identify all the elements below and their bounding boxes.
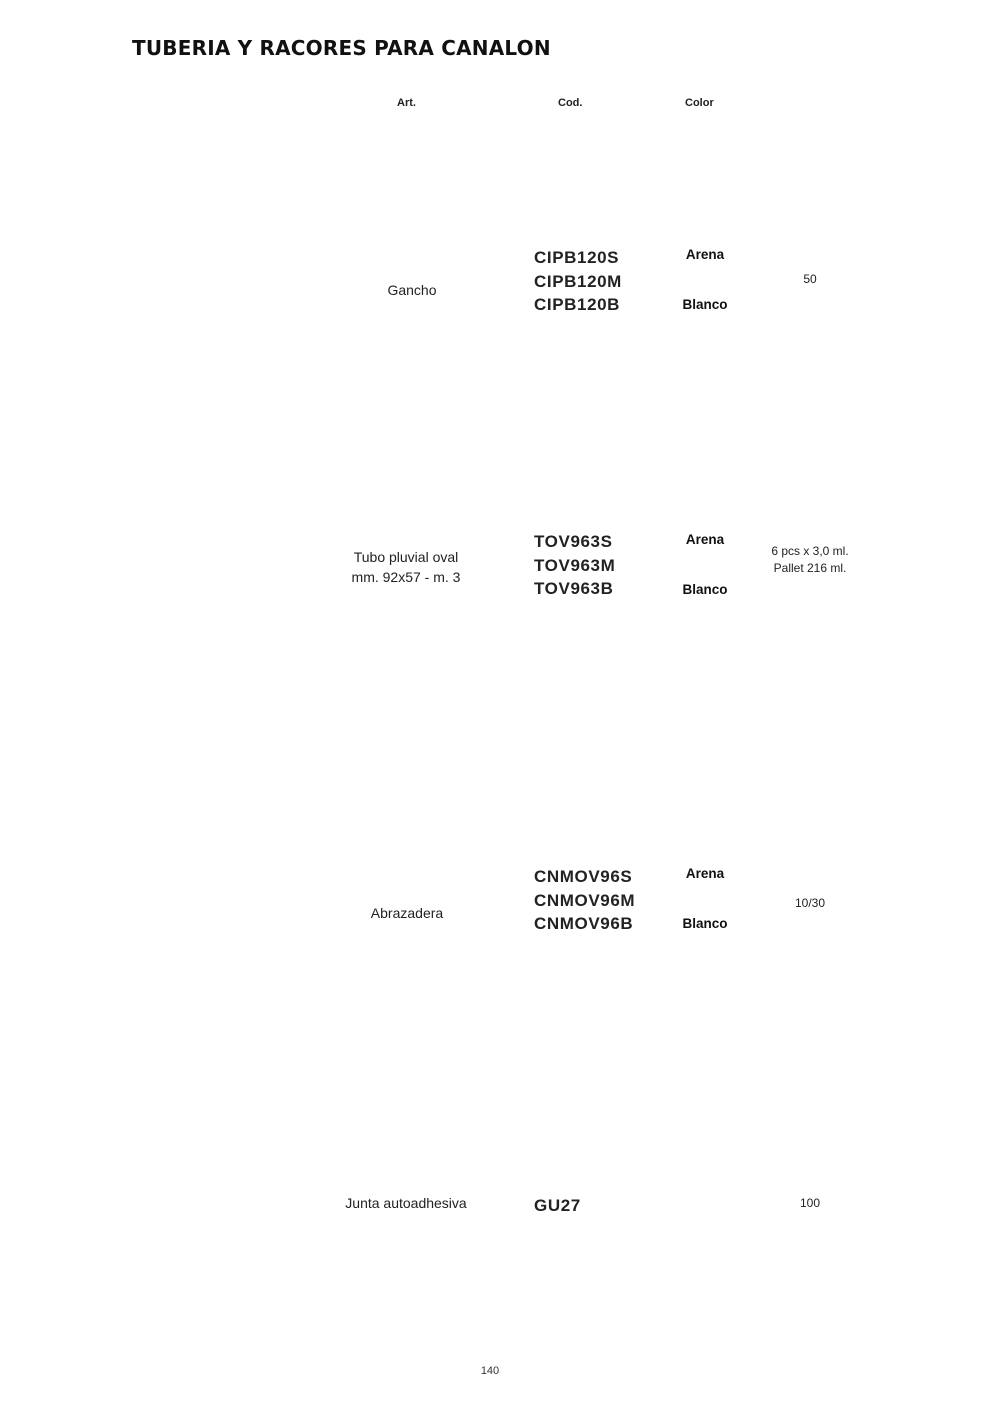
product-article [316, 1193, 496, 1213]
product-codes [534, 246, 622, 317]
article-line: Tubo pluvial oval [353, 549, 459, 565]
article-line: Junta autoadhesiva [345, 1195, 467, 1211]
column-header-art: Art. [397, 97, 416, 109]
article-line: mm. 92x57 - m. 3 [351, 569, 461, 585]
product-codes [534, 865, 635, 936]
color-label: Arena [685, 532, 725, 547]
packaging-line: 10/30 [794, 896, 826, 910]
color-label: Blanco [682, 582, 728, 597]
product-code: TOV963B [534, 579, 614, 598]
product-code: CIPB120B [534, 295, 621, 314]
product-code: TOV963M [534, 555, 616, 575]
product-code: CNMOV96B [534, 914, 634, 933]
column-header-cod: Cod. [558, 97, 583, 109]
page-number: 140 [480, 1365, 500, 1377]
article-line: Gancho [387, 282, 437, 298]
product-article [316, 547, 496, 587]
product-code: GU27 [534, 1196, 581, 1215]
product-article [322, 280, 502, 300]
packaging-info [740, 895, 880, 912]
product-code: TOV963S [534, 532, 613, 551]
color-label: Arena [685, 247, 725, 262]
article-line: Abrazadera [370, 905, 444, 921]
packaging-info [740, 543, 880, 577]
packaging-info [740, 271, 880, 288]
product-codes [534, 1194, 581, 1218]
product-code: CNMOV96M [534, 890, 636, 910]
packaging-line: 50 [803, 272, 817, 286]
packaging-line: Pallet 216 ml. [773, 561, 847, 575]
product-code: CNMOV96S [534, 867, 633, 886]
product-article [317, 903, 497, 923]
packaging-info [740, 1195, 880, 1212]
packaging-line: 100 [799, 1196, 821, 1210]
product-code: CIPB120S [534, 248, 620, 267]
color-label: Blanco [682, 916, 728, 931]
product-codes [534, 530, 615, 601]
product-code: CIPB120M [534, 271, 622, 291]
column-header-color: Color [685, 97, 714, 109]
color-label: Blanco [682, 297, 728, 312]
packaging-line: 6 pcs x 3,0 ml. [771, 544, 849, 558]
color-label: Arena [685, 866, 725, 881]
page-title: TUBERIA Y RACORES PARA CANALON [132, 36, 551, 60]
